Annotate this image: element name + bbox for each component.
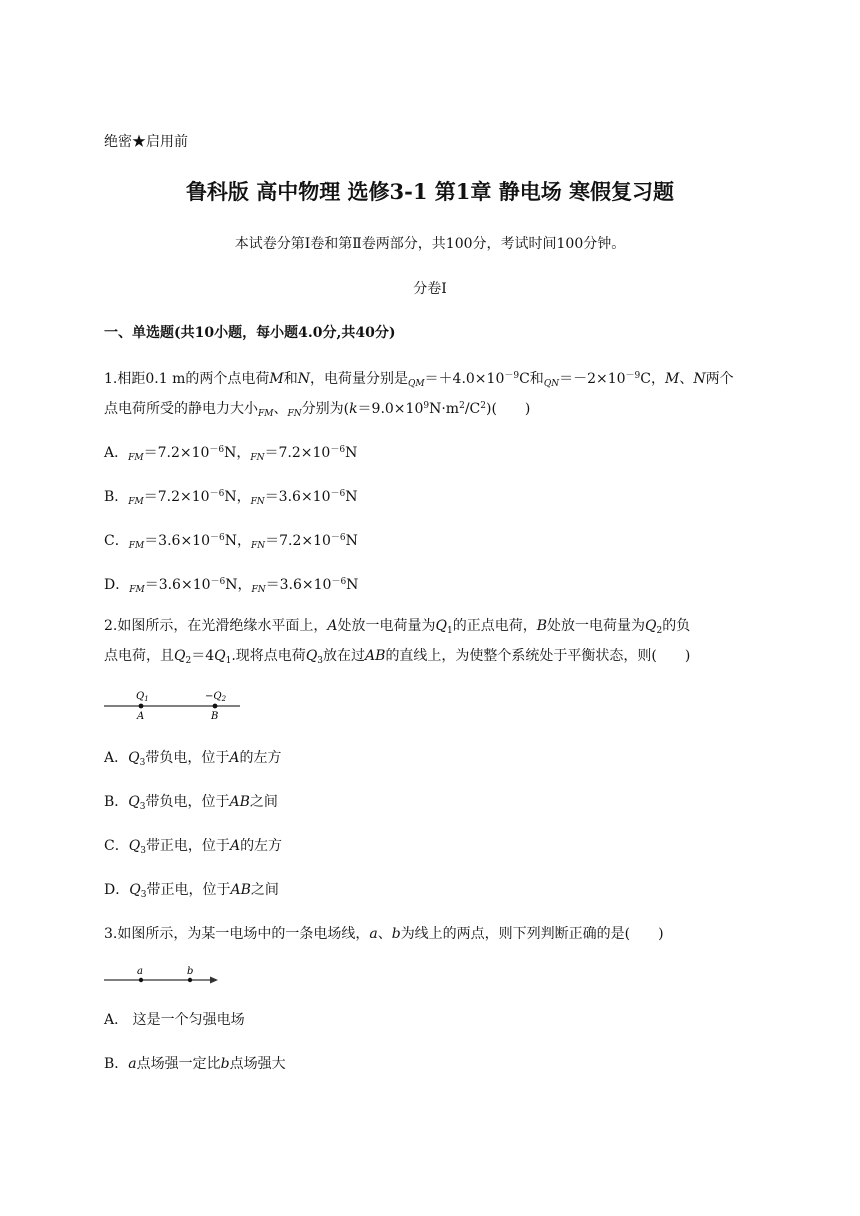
q2-figure-q2-label: $-Q_2$ — [205, 691, 227, 703]
q2-figure-point-a — [139, 704, 144, 709]
q2-option-d[interactable]: D．$Q_3$带正电，位于AB之间 — [104, 882, 279, 900]
q2-stem-line1: 2.如图所示，在光滑绝缘水平面上，A处放一电荷量为$Q_1$的正点电荷，B处放一电荷量为$Q_2$的负 — [104, 618, 691, 636]
q2-option-a[interactable]: A．$Q_3$带负电，位于A的左方 — [104, 750, 282, 768]
confidential-mark: 绝密★启用前 — [104, 134, 188, 150]
q1-stem-line2: 点电荷所受的静电力大小$_{FM}$、$_{FN}$分别为$(k=9.0\times 10^9N\cdot m^2/C^2)$( ) — [104, 401, 531, 419]
q2-figure-a-label: A — [137, 711, 145, 722]
exam-subtitle: 本试卷分第Ⅰ卷和第Ⅱ卷两部分，共100分，考试时间100分钟。 — [234, 236, 626, 252]
q3-option-a[interactable]: A． 这是一个匀强电场 — [104, 1012, 245, 1028]
section-heading: 一、单选题(共10小题，每小题4.0分,共40分) — [104, 325, 396, 341]
q2-figure-q1-label: $Q_1$ — [136, 691, 149, 703]
q3-arrow-icon — [210, 977, 218, 984]
q2-figure-b-label: B — [211, 711, 219, 722]
q1-option-d[interactable]: D．$_{FM}=3.6\times 10^{-6}N$，$_{FN}=3.6\times 10^{-6}N$ — [104, 577, 359, 595]
part-label: 分卷I — [413, 281, 447, 297]
q2-option-c[interactable]: C．$Q_3$带正电，位于A的左方 — [104, 838, 283, 856]
q2-figure — [100, 684, 250, 724]
q3-stem: 3.如图所示，为某一电场中的一条电场线，a、b为线上的两点，则下列判断正确的是( ) — [104, 926, 664, 942]
page-title: 鲁科版 高中物理 选修3-1 第1章 静电场 寒假复习题 — [185, 179, 675, 204]
q2-figure-point-b — [213, 704, 218, 709]
q3-figure-point-a — [139, 978, 143, 982]
q2-stem-line2: 点电荷，且$Q_2=4Q_1$.现将点电荷$Q_3$放在过AB的直线上，为使整个系统处于平衡状态，则( ) — [104, 648, 691, 666]
q3-figure-point-b — [188, 978, 192, 982]
q1-stem-line1: 1.相距0.1 m的两个点电荷M和N，电荷量分别是$_{QM}=+4.0\times 10^{-9}C$和$_{QN}=-2\times 10^{-9}C$，M、N两个 — [104, 371, 734, 389]
q1-option-a[interactable]: A．$_{FM}=7.2\times 10^{-6}N$，$_{FN}=7.2\times 10^{-6}N$ — [104, 445, 358, 463]
q3-option-b[interactable]: B．a点场强一定比b点场强大 — [104, 1056, 286, 1072]
q3-figure — [100, 964, 224, 988]
q1-option-b[interactable]: B．$_{FM}=7.2\times 10^{-6}N$，$_{FN}=3.6\times 10^{-6}N$ — [104, 489, 358, 507]
q1-option-c[interactable]: C．$_{FM}=3.6\times 10^{-6}N$，$_{FN}=7.2\times 10^{-6}N$ — [104, 533, 358, 551]
q3-figure-b-label: b — [187, 966, 194, 977]
q2-option-b[interactable]: B．$Q_3$带负电，位于AB之间 — [104, 794, 278, 812]
q3-figure-a-label: a — [137, 966, 143, 977]
